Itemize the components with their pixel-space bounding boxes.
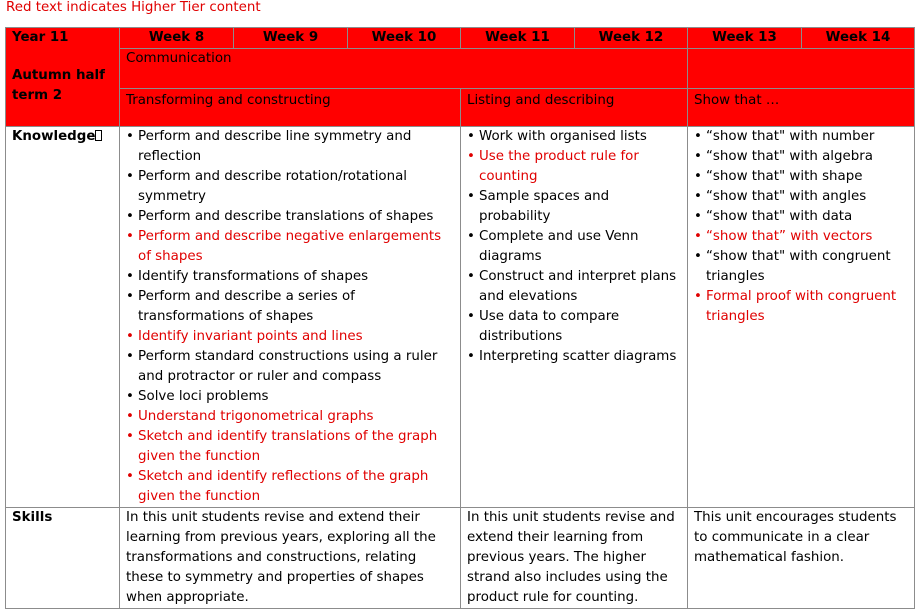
knowledge-item: • Perform and describe translations of shapes	[126, 207, 454, 227]
week-11-header: Week 11	[461, 28, 575, 49]
knowledge-item: • “show that" with shape	[694, 167, 908, 187]
knowledge-item: • Understand trigonometrical graphs	[126, 407, 454, 427]
skills-listing: In this unit students revise and extend their learning from previous years. The higher strand also includes using the product rule for counting.	[461, 508, 688, 609]
year-term-cell	[6, 28, 120, 127]
knowledge-show-that-cell	[688, 127, 915, 508]
knowledge-listing-list	[467, 127, 681, 367]
knowledge-item: • Interpreting scatter diagrams	[467, 347, 681, 367]
unit-transforming: Transforming and constructing	[120, 89, 461, 127]
unit-show-that: Show that …	[688, 89, 915, 127]
knowledge-item: • Use the product rule for counting	[467, 147, 681, 187]
week-9-header: Week 9	[234, 28, 348, 49]
knowledge-item: • Perform and describe a series of transformations of shapes	[126, 287, 454, 327]
knowledge-item: • Solve loci problems	[126, 387, 454, 407]
skills-transforming: In this unit students revise and extend their learning from previous years, exploring all the transformations and constructions, relating these to symmetry and properties of shapes when appropriate.	[120, 508, 461, 609]
knowledge-item: • “show that" with algebra	[694, 147, 908, 167]
knowledge-item: • Identify transformations of shapes	[126, 267, 454, 287]
week-14-header: Week 14	[802, 28, 915, 49]
knowledge-item: • “show that" with number	[694, 127, 908, 147]
knowledge-item: • Work with organised lists	[467, 127, 681, 147]
knowledge-item: • Perform and describe line symmetry and reflection	[126, 127, 454, 167]
knowledge-item: • “show that" with angles	[694, 187, 908, 207]
knowledge-item: • “show that” with vectors	[694, 227, 908, 247]
knowledge-item: • Sketch and identify reflections of the graph given the function	[126, 467, 454, 507]
knowledge-item: • “show that" with congruent triangles	[694, 247, 908, 287]
week-13-header: Week 13	[688, 28, 802, 49]
week-header-row	[6, 28, 915, 49]
knowledge-item: • Sample spaces and probability	[467, 187, 681, 227]
theme-row	[6, 49, 915, 89]
week-8-header: Week 8	[120, 28, 234, 49]
year-label: Year 11	[12, 30, 69, 45]
scheme-of-work-table	[5, 27, 915, 609]
knowledge-transforming-cell	[120, 127, 461, 508]
higher-tier-note: Red text indicates Higher Tier content	[6, 0, 261, 15]
theme-cell-empty	[688, 49, 915, 89]
knowledge-label: Knowledge	[12, 129, 96, 144]
knowledge-item: • Perform standard constructions using a ruler and protractor or ruler and compass	[126, 347, 454, 387]
knowledge-transforming-list	[126, 127, 454, 507]
knowledge-item: • Complete and use Venn diagrams	[467, 227, 681, 267]
knowledge-item: • Perform and describe rotation/rotational symmetry	[126, 167, 454, 207]
skills-show-that: This unit encourages students to communicate in a clear mathematical fashion.	[688, 508, 915, 609]
knowledge-item: • Perform and describe negative enlargements of shapes	[126, 227, 454, 267]
theme-cell: Communication	[120, 49, 688, 89]
skills-label: Skills	[6, 508, 120, 609]
knowledge-item: • Sketch and identify translations of the graph given the function	[126, 427, 454, 467]
knowledge-label-cell	[6, 127, 120, 508]
week-12-header: Week 12	[575, 28, 688, 49]
missing-glyph-icon	[95, 130, 102, 141]
unit-listing: Listing and describing	[461, 89, 688, 127]
knowledge-listing-cell	[461, 127, 688, 508]
knowledge-item: • Use data to compare distributions	[467, 307, 681, 347]
knowledge-row	[6, 127, 915, 508]
knowledge-item: • Identify invariant points and lines	[126, 327, 454, 347]
term-label: Autumn half term 2	[12, 68, 105, 103]
skills-row	[6, 508, 915, 609]
knowledge-show-that-list	[694, 127, 908, 327]
knowledge-item: • Construct and interpret plans and elevations	[467, 267, 681, 307]
unit-row	[6, 89, 915, 127]
knowledge-item: • Formal proof with congruent triangles	[694, 287, 908, 327]
knowledge-item: • “show that" with data	[694, 207, 908, 227]
week-10-header: Week 10	[348, 28, 461, 49]
